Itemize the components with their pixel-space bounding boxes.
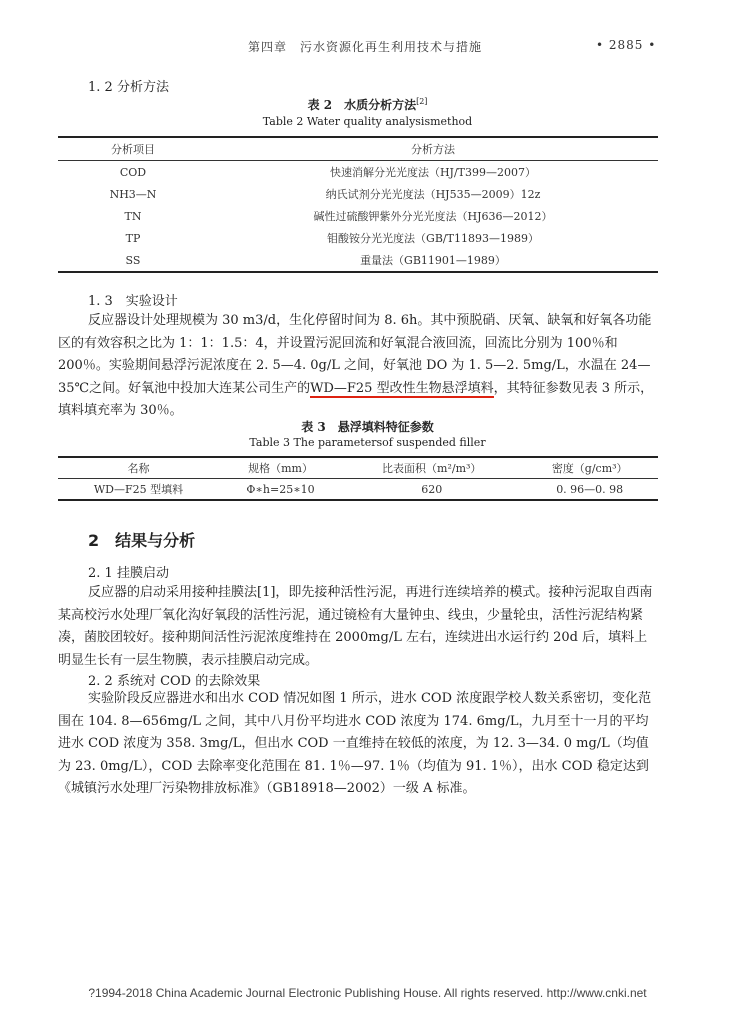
section-heading-1-3: 1. 3 实验设计: [88, 294, 178, 309]
section-heading-2-1: 2. 1 挂膜启动: [88, 566, 169, 581]
table2-method-cell: 快速消解分光光度法（HJ/T399—2007）: [329, 166, 537, 179]
paragraph-biofilm-startup: 反应器的启动采用接种挂膜法[1]，即先接种活性污泥，再进行连续培养的模式。接种污泥取自西南某高校污水处理厂氧化沟好氧段的活性污泥，通过镜检有大量钟虫、线虫，少量轮虫，活性污泥结构紧凑，菌胶团较好。接种期间活性污泥浓度维持在 2000mg/L 左右，连续进出水运行约 20d 后，填料上明显生长有一层生物膜，表示挂膜启动完成。: [58, 585, 653, 668]
table3-cell: 0. 96—0. 98: [521, 479, 658, 501]
suspended-filler-table: [58, 456, 658, 501]
table-row: [58, 161, 658, 184]
table-row: [58, 227, 658, 249]
paragraph-text: 反应器设计处理规模为 30 m3/d，生化停留时间为 8. 6h。其中预脱硝、厌氧、缺氧和好氧各功能区的有效容积之比为 1：1：1.5：4，并设置污泥回流和好氧混合液回流，回流比分别为 100％和 200％。实验期间悬浮污泥浓度在 2. 5—4. 0g/L 之间，好氧池 DO 为 1. 5—2. 5mg/L，水温在 24—35℃之间。好氧池中投加大连某公司生产的: [58, 313, 652, 396]
table2-method-cell: 重量法（GB11901—1989）: [208, 249, 658, 272]
table3-header-area: 比表面积（m²/m³）: [342, 457, 521, 479]
page-number: • 2885 •: [596, 38, 657, 52]
table2-method-cell: 纳氏试剂分光光度法（HJ535—2009）12z: [325, 188, 541, 201]
table3-title-en: Table 3 The parametersof suspended filler: [249, 436, 486, 449]
table3-header-name: 名称: [58, 457, 219, 479]
table2-title: [0, 96, 735, 113]
section-heading-1-2: 1. 2 分析方法: [88, 80, 169, 95]
table2-title-cn: 表 2 水质分析方法: [307, 98, 417, 112]
section-heading-2-2: 2. 2 系统对 COD 的去除效果: [88, 674, 261, 689]
table3-header-spec: 规格（mm）: [219, 457, 342, 479]
table2-item-cell: TN: [124, 209, 142, 223]
table-row: [58, 183, 658, 205]
table2-header-method: 分析方法: [208, 137, 658, 161]
table3-cell: WD—F25 型填料: [58, 479, 219, 501]
table2-item-cell: SS: [58, 249, 208, 272]
table2-item-cell: NH3—N: [109, 187, 157, 201]
table-row: [58, 249, 658, 272]
paragraph-text: ，其特征参数见表 3 所示，填料填充率为 30％。: [58, 380, 654, 418]
table2-title-ref: [2]: [416, 97, 428, 106]
paragraph-experiment-design: [58, 310, 660, 423]
table2-item-cell: TP: [125, 231, 141, 245]
table3-cell: Φ∗h=25∗10: [219, 479, 342, 501]
paragraph-cod-removal: 实验阶段反应器进水和出水 COD 情况如图 1 所示，进水 COD 浓度跟学校人数关系密切，变化范围在 104. 8—656mg/L 之间，其中八月份平均进水 COD 浓度为 174. 6mg/L，九月至十一月的平均进水 COD 浓度为 358. 3mg/L，但出水 COD 一直维持在较低的浓度，为 12. 3—34. 0 mg/L（均值为 23. 0mg/L），COD 去除率变化范围在 81. 1％—97. 1％（均值为 91. 1％），出水 COD 稳定达到《城镇污水处理厂污染物排放标准》（GB18918—2002）一级 A 标准。: [58, 691, 652, 796]
table2-method-cell: 钼酸铵分光光度法（GB/T11893—1989）: [327, 232, 539, 245]
table2-title-en: Table 2 Water quality analysismethod: [262, 115, 473, 128]
copyright-footer: ?1994-2018 China Academic Journal Electronic Publishing House. All rights reserved. http://www.cnki.net: [88, 986, 647, 1000]
table3-cell: 620: [342, 479, 521, 501]
running-header: 第四章 污水资源化再生利用技术与措施: [248, 40, 483, 54]
table2-header-item: 分析项目: [58, 137, 208, 161]
underlined-filler-name: WD—F25 型改性生物悬浮填料: [310, 380, 494, 396]
water-quality-method-table: [58, 136, 658, 273]
table-row: [58, 479, 658, 501]
table3-header-density: 密度（g/cm³）: [521, 457, 658, 479]
table-row: [58, 205, 658, 227]
table3-title-cn: 表 3 悬浮填料特征参数: [301, 420, 434, 434]
section-heading-2: 2 结果与分析: [88, 531, 196, 550]
table2-method-cell: 碱性过硫酸钾紫外分光光度法（HJ636—2012）: [313, 210, 553, 223]
table2-item-cell: COD: [119, 165, 147, 179]
